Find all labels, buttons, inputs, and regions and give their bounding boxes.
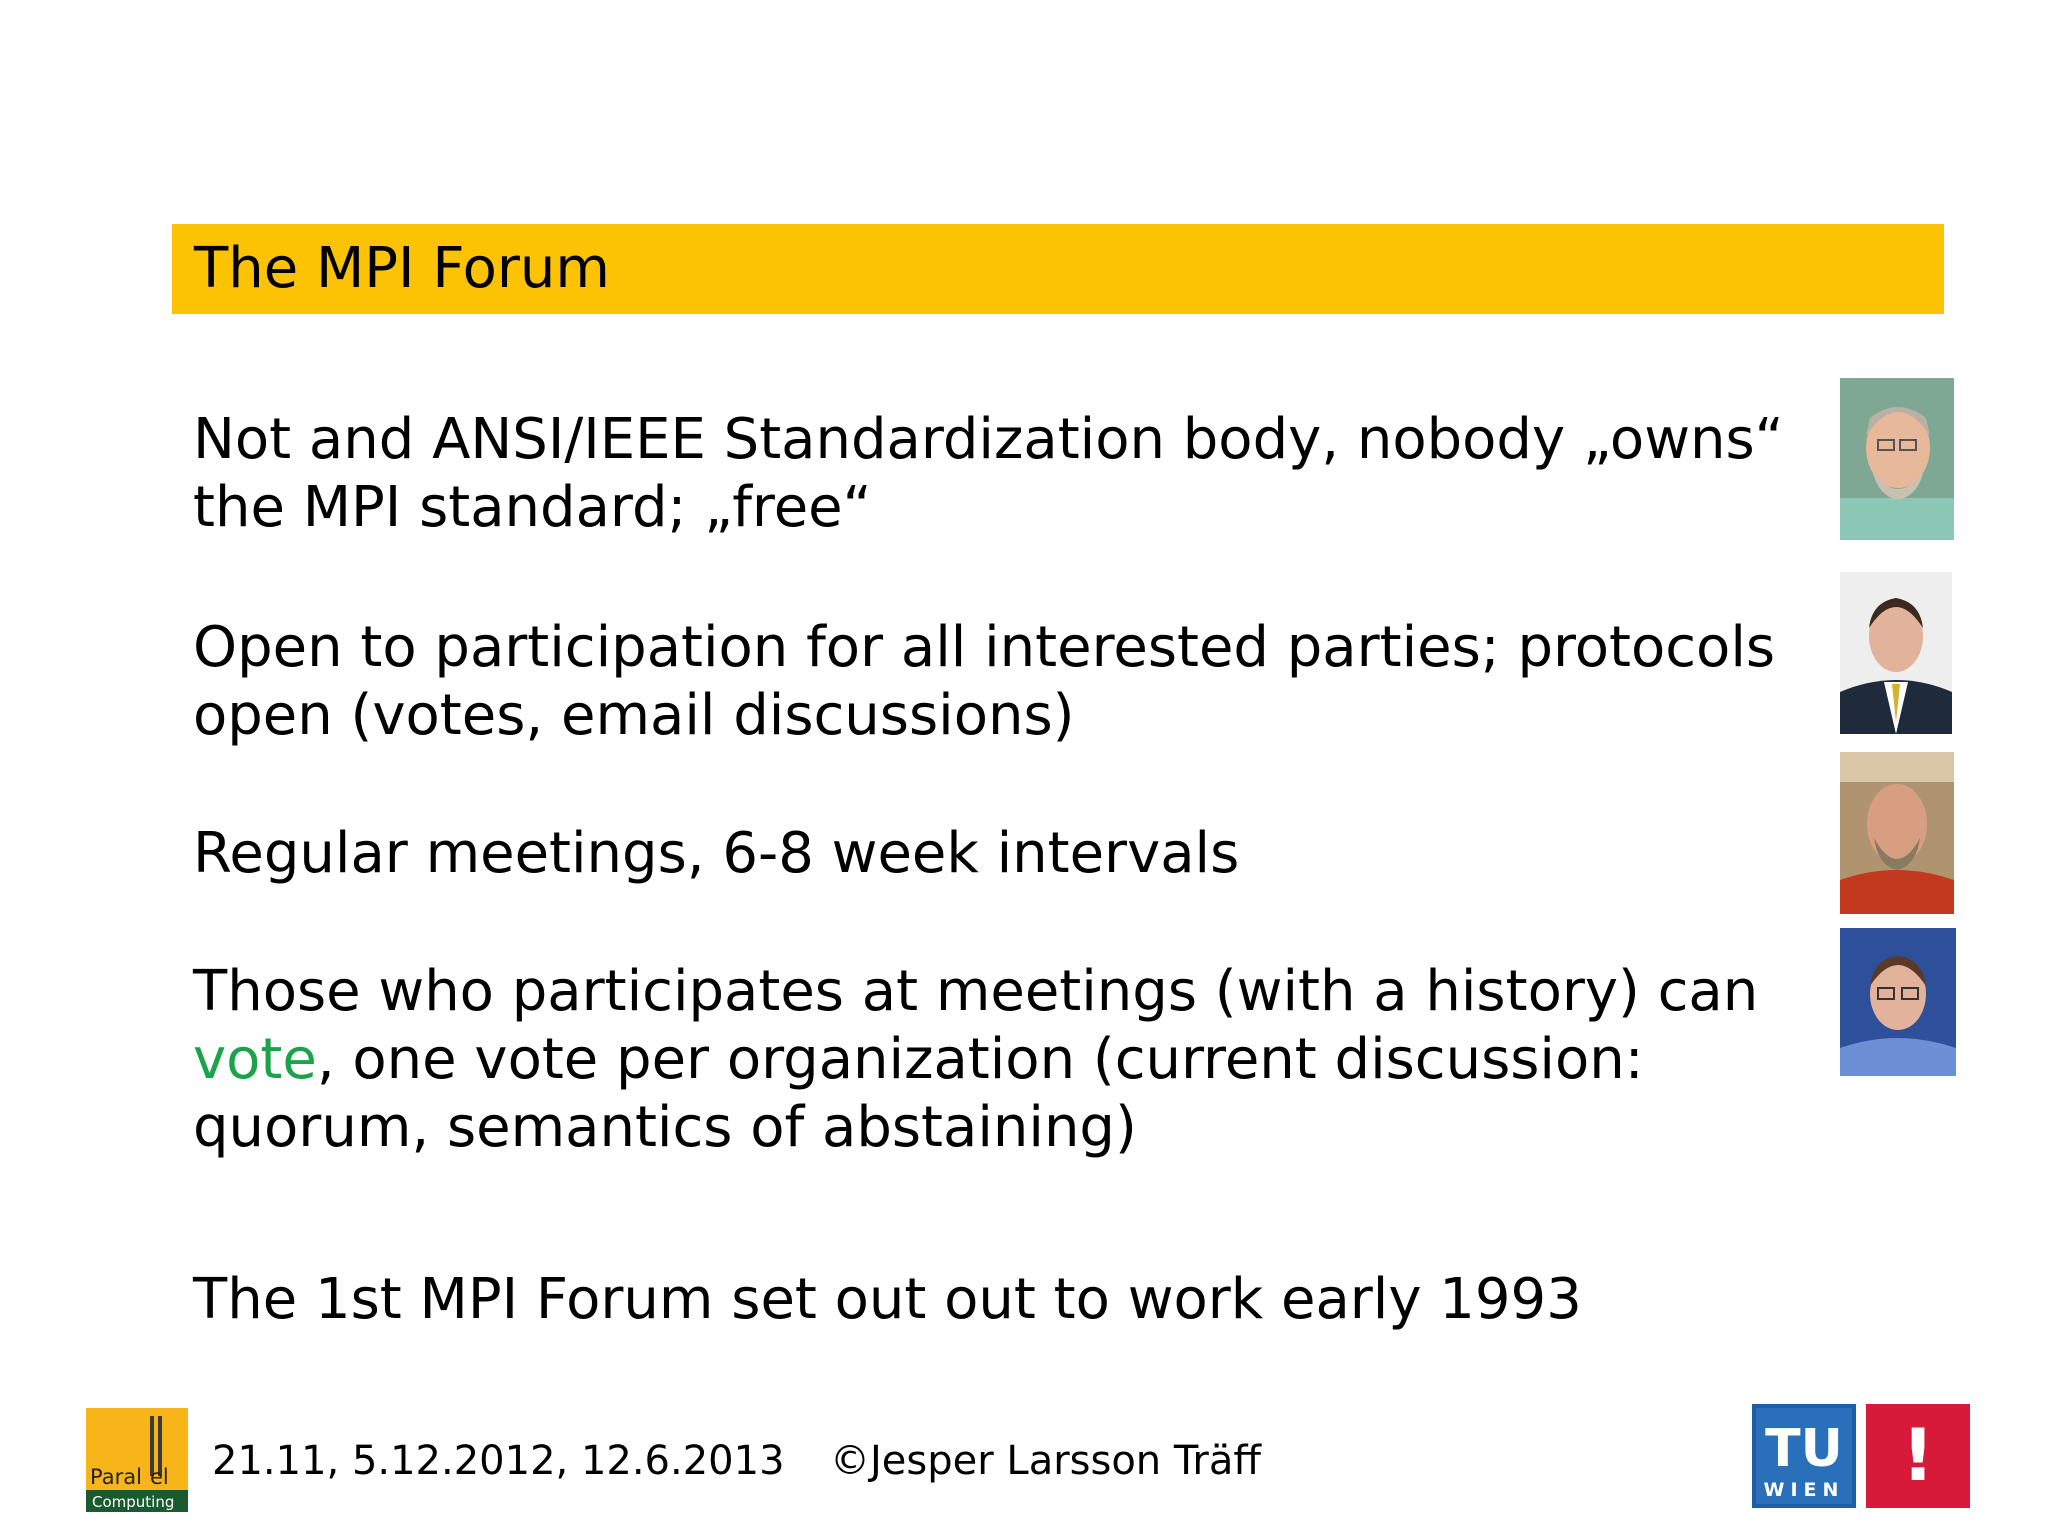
paragraph-line: Open to participation for all interested parties; protocols bbox=[193, 615, 1776, 680]
paragraph-meetings bbox=[193, 820, 1239, 888]
person-photo-2-image bbox=[1840, 572, 1952, 734]
slide-title: The MPI Forum bbox=[194, 236, 610, 301]
person-photo-1-image bbox=[1840, 378, 1954, 540]
paragraph-line: The 1st MPI Forum set out out to work early 1993 bbox=[193, 1267, 1582, 1332]
paragraph-line-rest: , one vote per organization (current discussion: bbox=[316, 1027, 1644, 1092]
logo-word-el: el bbox=[149, 1465, 169, 1489]
paragraph-voting bbox=[193, 958, 1758, 1162]
tu-wien-exclamation-image bbox=[1866, 1404, 1970, 1508]
paragraph-history bbox=[193, 1266, 1582, 1334]
paragraph-line: open (votes, email discussions) bbox=[193, 683, 1075, 748]
paragraph-line: Regular meetings, 6-8 week intervals bbox=[193, 821, 1240, 886]
footer-dates: 21.11, 5.12.2012, 12.6.2013 bbox=[212, 1438, 785, 1484]
tu-wien-sub: WIEN bbox=[1763, 1479, 1845, 1501]
paragraph-line bbox=[193, 1026, 1758, 1094]
logo-word-paral: Paral bbox=[90, 1465, 142, 1489]
tu-wien-logo-image bbox=[1752, 1404, 1856, 1508]
tu-wien-exclamation-logo bbox=[1866, 1404, 1970, 1508]
title-bar bbox=[172, 224, 1944, 314]
tu-wien-logo bbox=[1752, 1404, 1856, 1508]
paragraph-line: Those who participates at meetings (with a history) can bbox=[193, 959, 1759, 1024]
parallel-computing-logo-image bbox=[86, 1408, 188, 1512]
logo-word-computing: Computing bbox=[92, 1493, 175, 1511]
person-photo-4-image bbox=[1840, 928, 1956, 1076]
svg-text:Paralel bbox=[90, 1465, 169, 1489]
paragraph-ownership bbox=[193, 406, 1784, 542]
vote-highlight: vote bbox=[193, 1027, 317, 1092]
paragraph-line: the MPI standard; „free“ bbox=[193, 475, 872, 540]
exclamation-mark: ! bbox=[1901, 1413, 1935, 1497]
person-photo-2 bbox=[1840, 572, 1952, 734]
footer-copyright: ©Jesper Larsson Träff bbox=[830, 1438, 1261, 1484]
parallel-computing-logo bbox=[86, 1408, 188, 1512]
person-photo-4 bbox=[1840, 928, 1956, 1076]
paragraph-participation bbox=[193, 614, 1775, 750]
person-photo-3-image bbox=[1840, 752, 1954, 914]
tu-letters: TU bbox=[1765, 1419, 1843, 1479]
person-photo-1 bbox=[1840, 378, 1954, 540]
paragraph-line: quorum, semantics of abstaining) bbox=[193, 1095, 1137, 1160]
person-photo-3 bbox=[1840, 752, 1954, 914]
paragraph-line: Not and ANSI/IEEE Standardization body, nobody „owns“ bbox=[193, 407, 1784, 472]
